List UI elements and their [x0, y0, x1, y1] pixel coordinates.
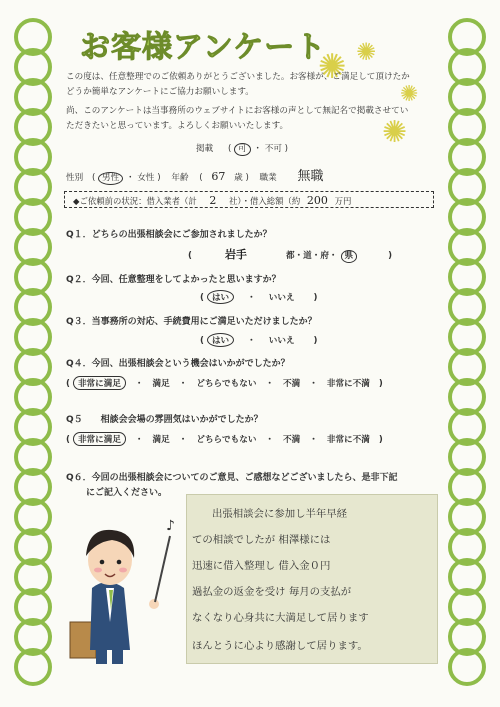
publish-yes-option[interactable]: 可	[234, 143, 251, 156]
q5-option-satisfied[interactable]: 満足	[152, 435, 170, 445]
question-6-line-2: にご記入ください。	[86, 488, 168, 498]
question-4: Q４．今回、出張相談会という機会はいかがでしたか？	[66, 359, 290, 369]
publish-row: 掲載 ( 可 ・ 不可 )	[196, 144, 289, 154]
publish-no-option[interactable]: 不可	[264, 144, 282, 154]
profile-row: 性別 ( 男性 ・ 女性 ) 年齢 ( 67 歳 ) 職業 無職	[66, 169, 324, 184]
age-value[interactable]: 67	[211, 170, 226, 183]
q1-prefecture-answer[interactable]: 岩手	[224, 248, 247, 261]
question-6-line-1: Q６．今回の出張相談会についてのご意見、ご感想などございましたら、是非下記	[66, 473, 398, 483]
publish-label: 掲載	[196, 144, 214, 154]
job-label: 職業	[259, 173, 277, 183]
q5-option-neutral[interactable]: どちらでもない	[196, 435, 257, 445]
comment-line: 出張相談会に参加し半年早経	[212, 508, 348, 520]
q1-answer-row: ( 岩手 都・道・府・ 県 )	[188, 248, 393, 261]
q4-option-very-dissatisfied[interactable]: 非常に不満	[326, 379, 370, 389]
borrowing-status-box: ◆ご依頼前の状況：借入業者（計 2 社）・借入総額（約 200 万円	[64, 191, 434, 208]
gender-female-option[interactable]: 女性	[137, 173, 155, 183]
gender-male-option[interactable]: 男性	[98, 172, 123, 185]
page-title: お客様アンケート	[80, 30, 327, 65]
q3-yes-option[interactable]: はい	[207, 333, 234, 347]
flower-icon: ✺	[400, 82, 419, 107]
q4-option-dissatisfied[interactable]: 不満	[283, 379, 301, 389]
q4-option-neutral[interactable]: どちらでもない	[196, 379, 257, 389]
question-5: Q５ 相談会会場の雰囲気はいかがでしたか？	[66, 415, 263, 425]
comment-line: ほんとうに心より感謝して居ります。	[192, 640, 368, 652]
comment-line: なくなり心身共に大満足して居ります	[192, 612, 369, 624]
job-value[interactable]: 無職	[297, 169, 324, 184]
q4-option-satisfied[interactable]: 満足	[152, 379, 170, 389]
q5-option-very-satisfied[interactable]: 非常に満足	[73, 432, 126, 446]
intro-line: どうか簡単なアンケートにご協力お願いします。	[66, 87, 254, 97]
q5-option-very-dissatisfied[interactable]: 非常に不満	[326, 435, 370, 445]
gender-label: 性別	[66, 173, 84, 183]
comment-line: 迅速に借入整理し 借入金０円	[192, 560, 331, 572]
comment-line: 過払金の返金を受け 毎月の支払が	[192, 586, 352, 598]
teacher-character-illustration	[62, 510, 182, 670]
flower-icon: ✺	[382, 115, 408, 150]
question-3: Q３．当事務所の対応、手続費用にご満足いただけましたか？	[66, 317, 317, 327]
left-decorative-border	[14, 18, 52, 688]
q3-options: ( はい ・ いいえ )	[200, 333, 317, 347]
q2-yes-option[interactable]: はい	[207, 290, 234, 304]
question-2: Q２．今回、任意整理をしてよかったと思いますか？	[66, 275, 281, 285]
comment-line: ての相談でしたが 相澤様には	[192, 534, 331, 546]
intro-line: ただきたいと思っています。よろしくお願いいたします。	[66, 121, 289, 131]
intro-line: この度は、任意整理でのご依頼ありがとうございました。お客様が、ご満足して頂けたか	[66, 72, 410, 82]
q2-options: ( はい ・ いいえ )	[200, 290, 317, 304]
flower-icon: ✺	[356, 38, 377, 66]
q5-option-dissatisfied[interactable]: 不満	[283, 435, 301, 445]
total-amount[interactable]: 200	[306, 194, 328, 207]
q1-ken-option[interactable]: 県	[341, 250, 358, 263]
q4-options: ( 非常に満足 ・ 満足 ・ どちらでもない ・ 不満 ・ 非常に不満 )	[66, 376, 383, 390]
flower-icon: ✺	[318, 47, 347, 87]
question-1: Q１．どちらの出張相談会にご参加されましたか？	[66, 230, 272, 240]
q4-option-very-satisfied[interactable]: 非常に満足	[73, 376, 126, 390]
svg-text:♪: ♪	[166, 518, 175, 534]
age-label: 年齢	[171, 173, 189, 183]
q2-no-option[interactable]: いいえ	[268, 293, 295, 303]
companies-count[interactable]: 2	[209, 194, 217, 207]
q3-no-option[interactable]: いいえ	[268, 336, 295, 346]
intro-line: 尚、このアンケートは当事務所のウェブサイトにお客様の声として無記名で掲載させてい	[66, 106, 409, 116]
right-decorative-border	[448, 18, 486, 688]
q5-options: ( 非常に満足 ・ 満足 ・ どちらでもない ・ 不満 ・ 非常に不満 )	[66, 432, 383, 446]
